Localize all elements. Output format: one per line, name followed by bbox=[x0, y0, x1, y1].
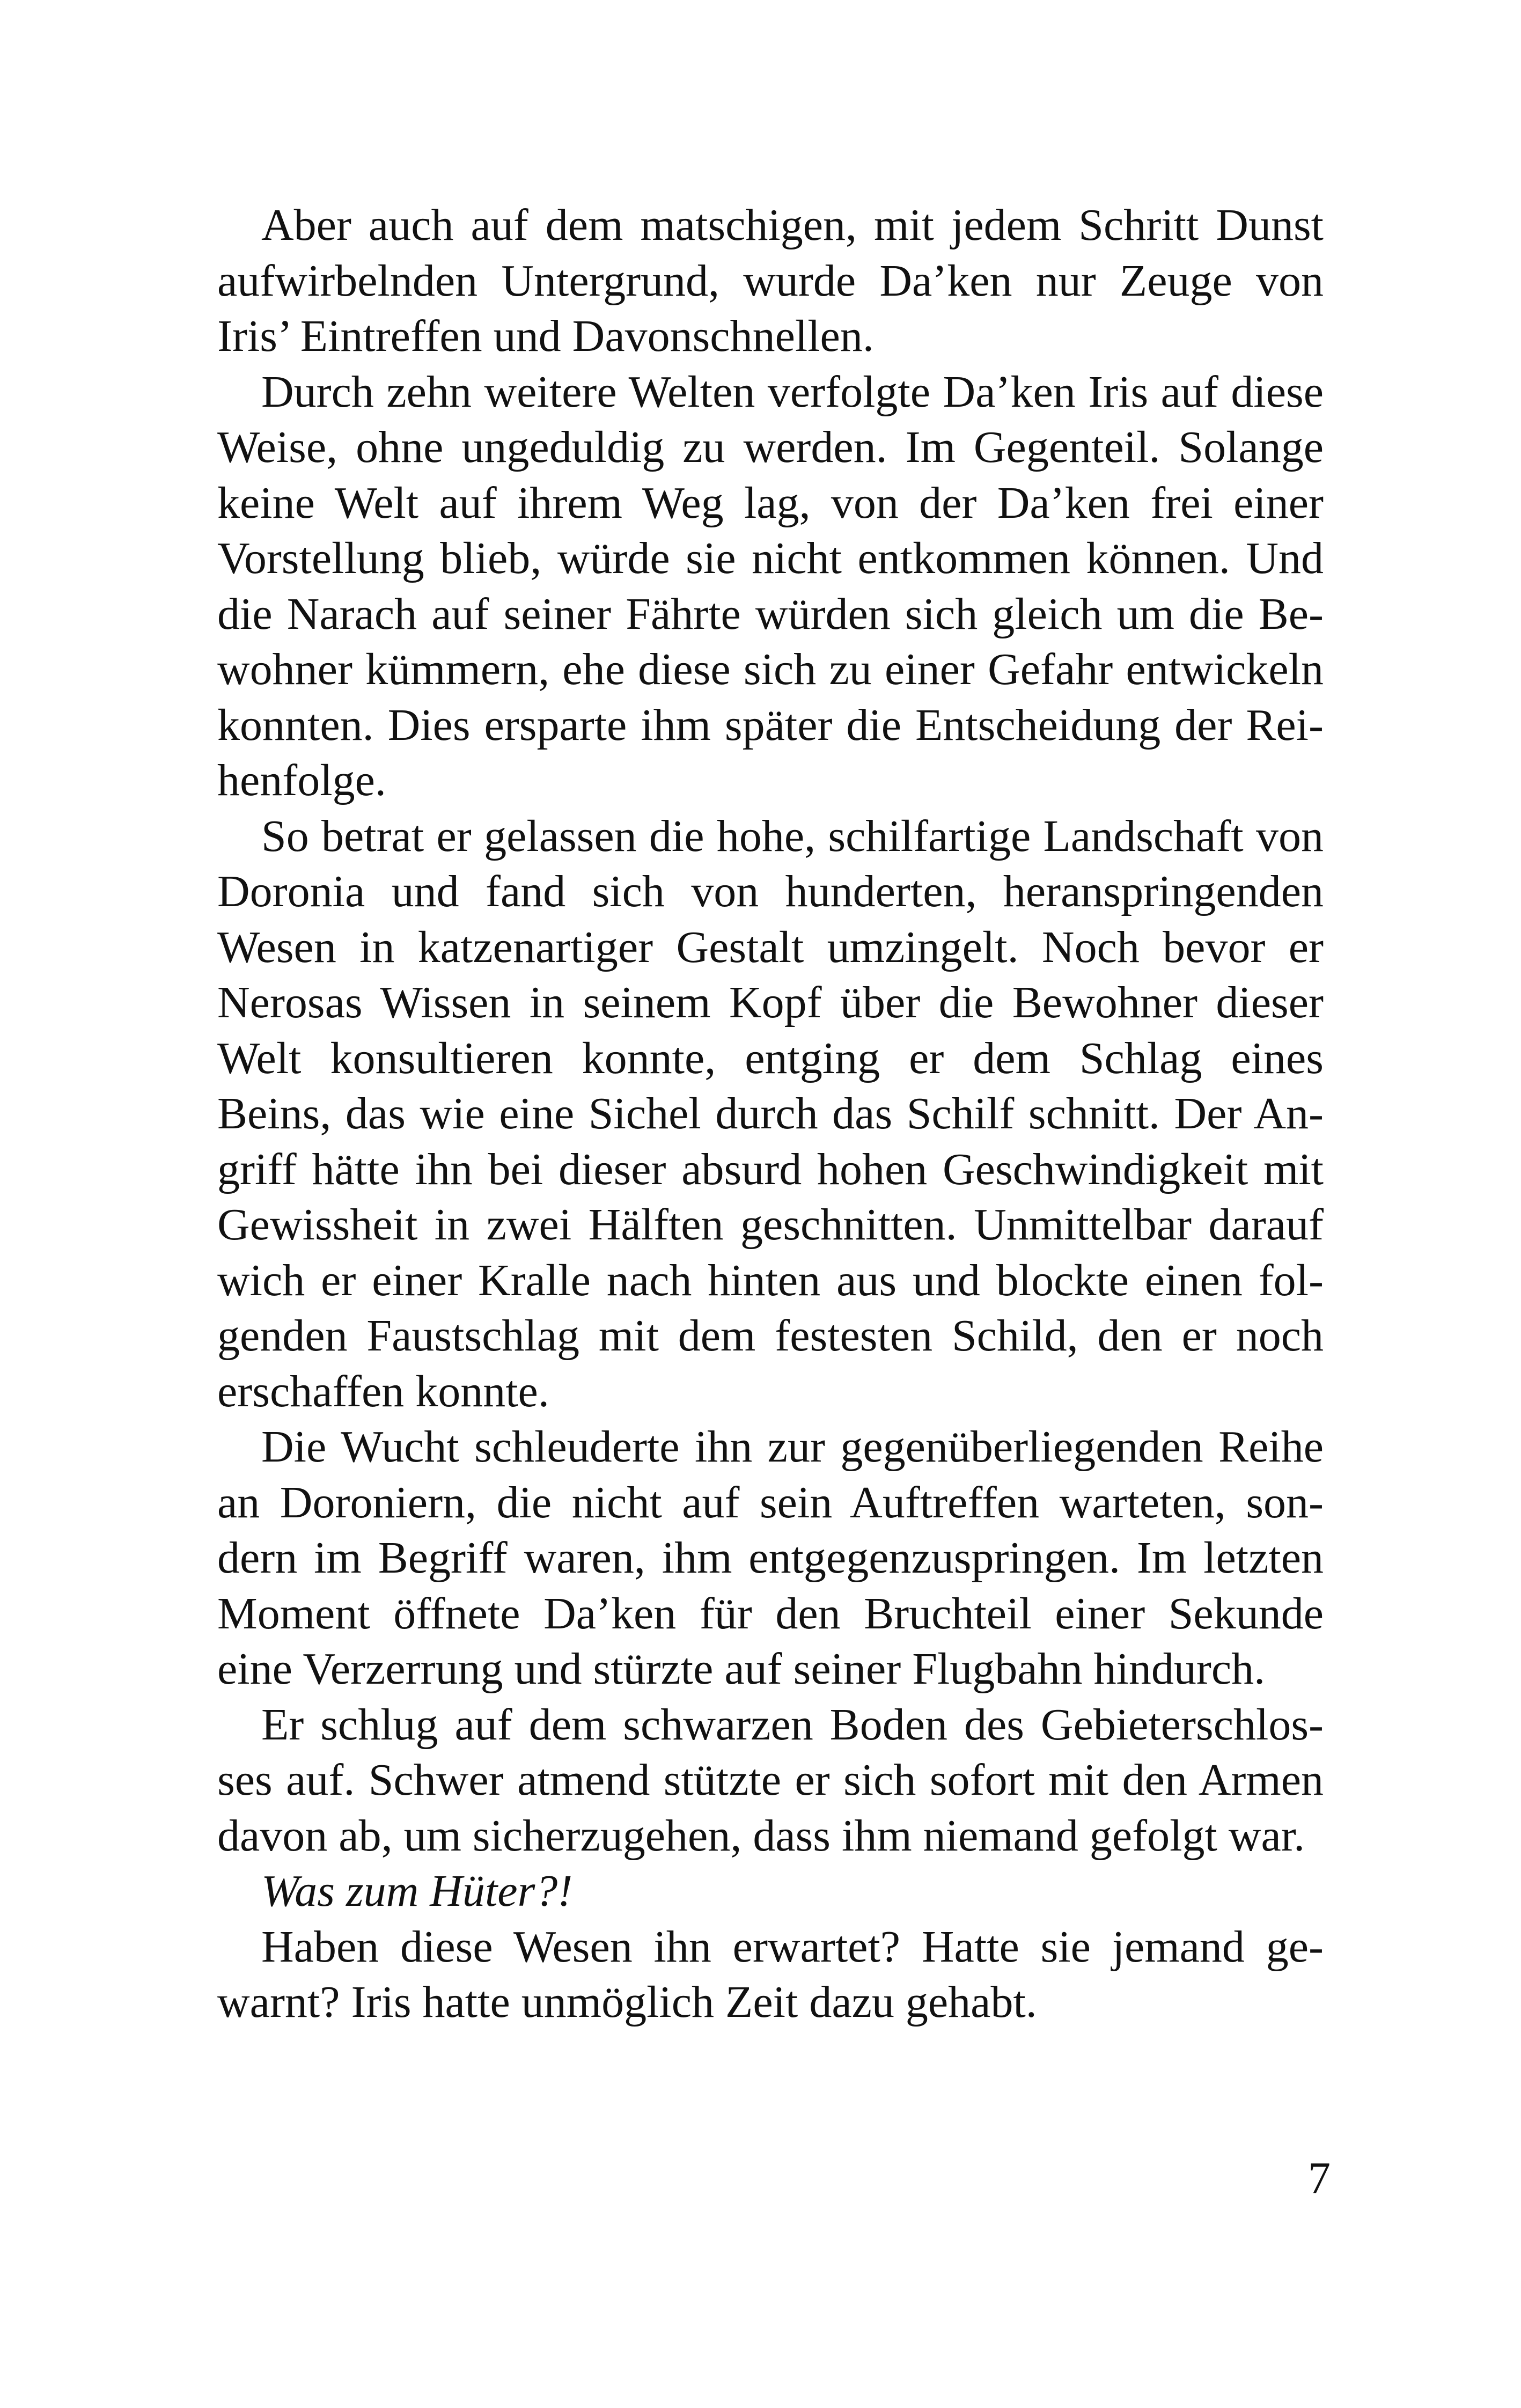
text-line: Er schlug auf dem schwarzen Boden des Gebieterschlos- bbox=[261, 1699, 1324, 1750]
text-line: Was zum Hüter?! bbox=[261, 1866, 573, 1916]
paragraph bbox=[217, 1697, 1324, 1864]
paragraph bbox=[217, 197, 1324, 364]
text-line: henfolge. bbox=[217, 755, 386, 805]
text-line: davon ab, um sicherzugehen, dass ihm niemand gefolgt war. bbox=[217, 1810, 1305, 1861]
text-line: wohner kümmern, ehe diese sich zu einer Gefahr entwickeln bbox=[217, 644, 1324, 694]
text-line: die Narach auf seiner Fährte würden sich gleich um die Be- bbox=[217, 589, 1324, 639]
text-line: So betrat er gelassen die hohe, schilfartige Landschaft von bbox=[261, 811, 1324, 861]
text-line: Welt konsultieren konnte, entging er dem Schlag eines bbox=[217, 1033, 1324, 1083]
text-line: dern im Begriff waren, ihm entgegenzuspringen. Im letzten bbox=[217, 1533, 1324, 1583]
text-line: keine Welt auf ihrem Weg lag, von der Da’ken frei einer bbox=[217, 478, 1324, 528]
text-line: Vorstellung blieb, würde sie nicht entkommen können. Und bbox=[217, 533, 1324, 583]
text-line: Gewissheit in zwei Hälften geschnitten. Unmittelbar darauf bbox=[217, 1200, 1324, 1250]
text-line: eine Verzerrung und stürzte auf seiner Flugbahn hindurch. bbox=[217, 1644, 1266, 1694]
text-line: warnt? Iris hatte unmöglich Zeit dazu gehabt. bbox=[217, 1977, 1037, 2027]
page-number: 7 bbox=[1308, 2153, 1331, 2203]
text-line: ses auf. Schwer atmend stützte er sich sofort mit den Armen bbox=[217, 1755, 1324, 1805]
text-line: Nerosas Wissen in seinem Kopf über die Bewohner dieser bbox=[217, 978, 1324, 1027]
text-line: Iris’ Eintreffen und Davonschnellen. bbox=[217, 311, 874, 361]
paragraph bbox=[217, 1419, 1324, 1697]
text-line: konnten. Dies ersparte ihm später die Entscheidung der Rei- bbox=[217, 700, 1324, 750]
text-line: Beins, das wie eine Sichel durch das Schilf schnitt. Der An- bbox=[217, 1089, 1324, 1139]
text-line: griff hätte ihn bei dieser absurd hohen Geschwindigkeit mit bbox=[217, 1144, 1324, 1194]
text-line: Durch zehn weitere Welten verfolgte Da’ken Iris auf diese bbox=[261, 366, 1324, 417]
text-line: Haben diese Wesen ihn erwartet? Hatte sie jemand ge- bbox=[261, 1921, 1324, 1972]
italic-paragraph bbox=[217, 1863, 1324, 1919]
text-line: Die Wucht schleuderte ihn zur gegenüberliegenden Reihe bbox=[261, 1422, 1324, 1472]
text-line: Doronia und fand sich von hunderten, heranspringenden bbox=[217, 867, 1324, 916]
text-line: Weise, ohne ungeduldig zu werden. Im Gegenteil. Solange bbox=[217, 422, 1324, 472]
text-line: Wesen in katzenartiger Gestalt umzingelt. Noch bevor er bbox=[217, 922, 1324, 972]
text-line: wich er einer Kralle nach hinten aus und blockte einen fol- bbox=[217, 1255, 1324, 1305]
body-text bbox=[217, 197, 1324, 2030]
text-line: aufwirbelnden Untergrund, wurde Da’ken nur Zeuge von bbox=[217, 255, 1324, 306]
paragraph bbox=[217, 364, 1324, 809]
text-line: Aber auch auf dem matschigen, mit jedem Schritt Dunst bbox=[261, 200, 1324, 250]
text-line: an Doroniern, die nicht auf sein Auftreffen warteten, son- bbox=[217, 1477, 1324, 1528]
text-line: erschaffen konnte. bbox=[217, 1366, 549, 1416]
paragraph bbox=[217, 809, 1324, 1420]
paragraph bbox=[217, 1919, 1324, 2030]
text-line: genden Faustschlag mit dem festesten Schild, den er noch bbox=[217, 1311, 1324, 1361]
text-line: Moment öffnete Da’ken für den Bruchteil einer Sekunde bbox=[217, 1588, 1324, 1639]
